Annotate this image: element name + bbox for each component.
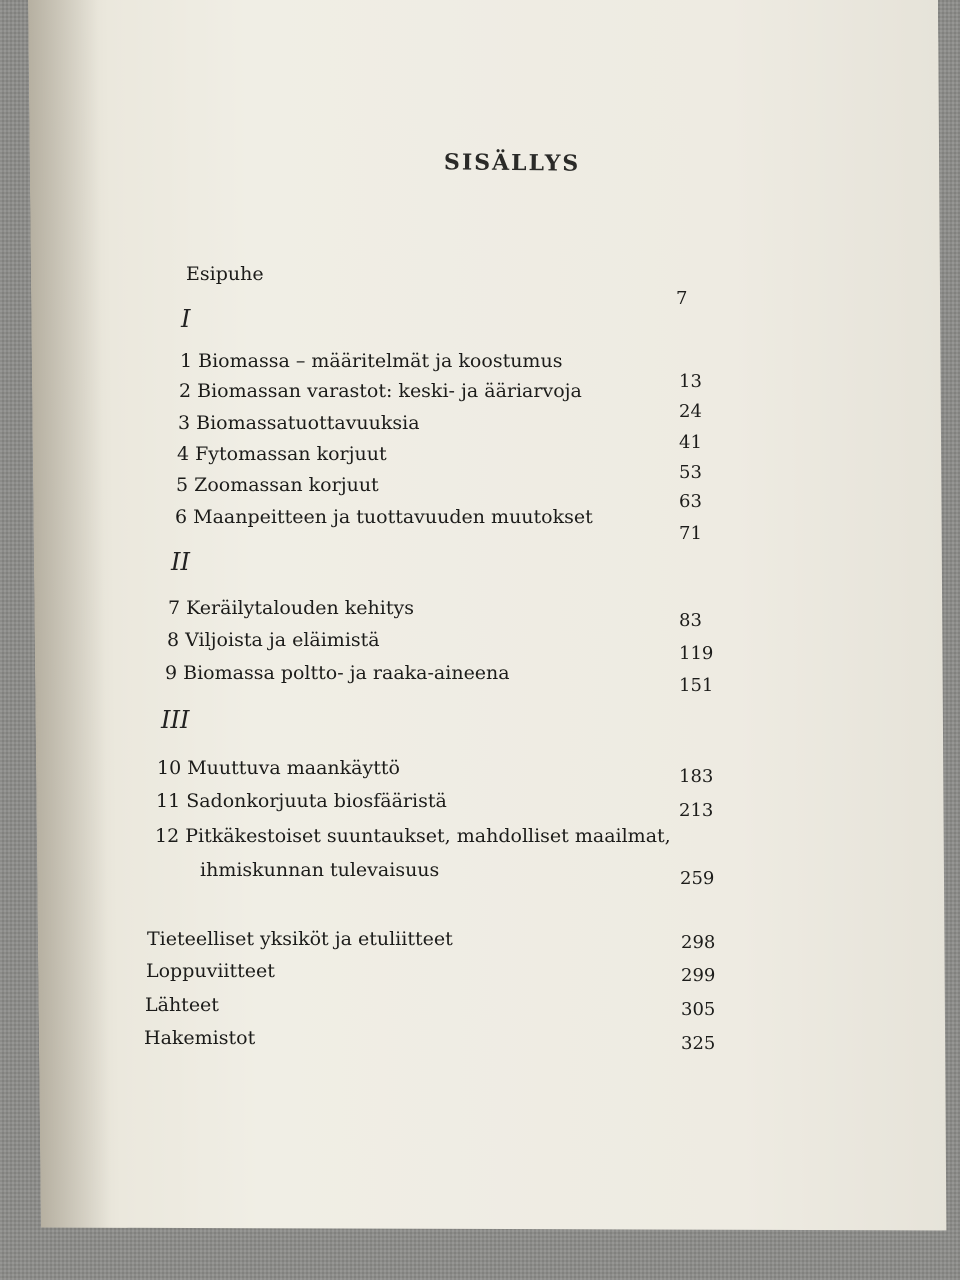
toc-page-number: 13 [679,371,702,392]
toc-entry-preface: Esipuhe [186,263,264,285]
part-heading-1: I [181,305,191,333]
part-heading-3: III [161,706,190,734]
toc-entry: 3 Biomassatuottavuuksia [178,412,420,434]
toc-entry-back-matter: Tieteelliset yksiköt ja etuliitteet [147,928,453,950]
toc-page-preface: 7 [676,288,688,309]
toc-entry: 10 Muuttuva maankäyttö [157,757,400,779]
toc-page-number: 183 [679,766,714,787]
toc-page-number: 53 [679,462,702,483]
toc-entry: 9 Biomassa poltto- ja raaka-aineena [165,662,510,684]
toc-page-number: 71 [679,523,702,544]
toc-page-number: 299 [681,965,716,986]
toc-page-number: 259 [680,868,715,889]
toc-entry: 6 Maanpeitteen ja tuottavuuden muutokset [175,506,593,528]
toc-page-number: 325 [681,1033,716,1054]
toc-page-number: 63 [679,491,702,512]
toc-entry: 4 Fytomassan korjuut [177,443,387,465]
toc-entry-continuation: ihmiskunnan tulevaisuus [200,859,440,881]
toc-entry: 1 Biomassa – määritelmät ja koostumus [180,350,563,372]
toc-entry-back-matter: Hakemistot [144,1027,256,1049]
toc-entry: 2 Biomassan varastot: keski- ja ääriarvoja [179,380,582,402]
toc-entry-back-matter: Lähteet [145,994,219,1016]
page-title: SISÄLLYS [443,149,581,177]
toc-entry: 8 Viljoista ja eläimistä [167,629,380,651]
toc-page-number: 298 [681,932,716,953]
toc-page-number: 151 [679,675,714,696]
toc-entry: 12 Pitkäkestoiset suuntaukset, mahdolliset maailmat, [155,825,671,847]
toc-page-number: 119 [679,643,714,664]
toc-page-number: 213 [679,800,714,821]
part-heading-2: II [171,548,190,576]
toc-entry-back-matter: Loppuviitteet [146,960,275,982]
toc-page-number: 83 [679,610,702,631]
toc-page-number: 305 [681,999,716,1020]
toc-entry: 7 Keräilytalouden kehitys [168,597,414,619]
toc-entry: 5 Zoomassan korjuut [176,474,379,496]
toc-page-number: 41 [679,432,702,453]
toc-page-number: 24 [679,401,702,422]
toc-entry: 11 Sadonkorjuuta biosfääristä [156,790,447,812]
